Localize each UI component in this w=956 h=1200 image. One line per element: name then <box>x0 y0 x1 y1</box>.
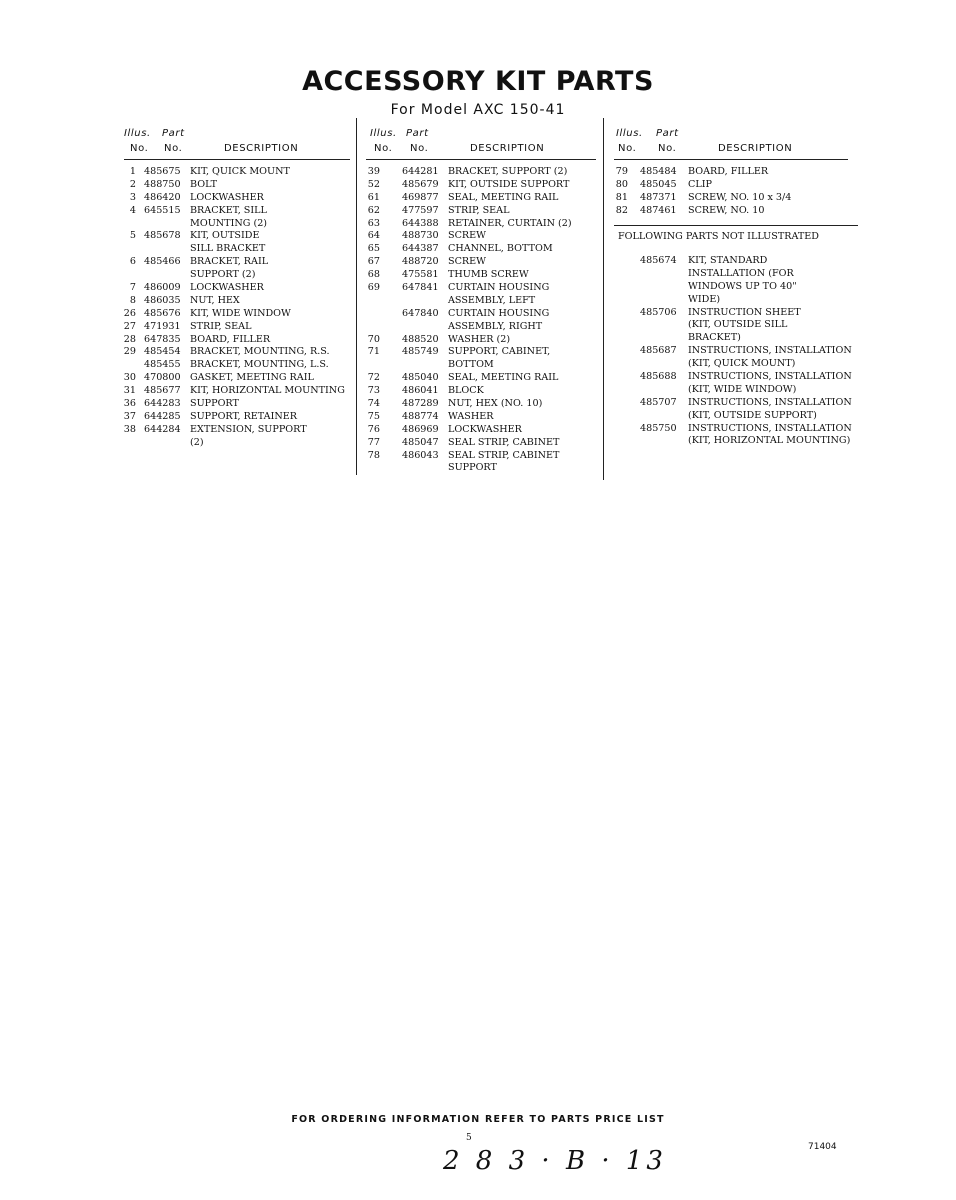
parts-row <box>362 308 596 321</box>
header-rule <box>614 159 848 160</box>
not-illustrated-row <box>610 268 860 281</box>
column-divider <box>603 118 604 480</box>
part-description: INSTALLATION (FOR <box>688 267 794 279</box>
parts-row <box>118 385 350 398</box>
part-number: 470800 <box>144 372 181 384</box>
part-description: BRACKET, SUPPORT (2) <box>448 166 568 177</box>
part-description: STRIP, SEAL <box>448 204 510 216</box>
part-number: 645515 <box>144 204 181 216</box>
part-number: 644285 <box>144 410 181 422</box>
not-illustrated-row <box>610 281 860 294</box>
header-illus-no: No. <box>618 143 637 154</box>
illus-number: 4 <box>129 204 136 216</box>
part-number: 486041 <box>402 385 439 397</box>
part-number: 644388 <box>402 217 439 229</box>
part-description: SEAL, MEETING RAIL <box>448 191 559 203</box>
part-number: 486969 <box>402 423 439 435</box>
not-illustrated-row <box>610 345 860 358</box>
part-description: SEAL, MEETING RAIL <box>448 372 559 384</box>
part-description: GASKET, MEETING RAIL <box>190 372 314 384</box>
part-number: 485706 <box>640 306 677 318</box>
part-description: BOARD, FILLER <box>688 166 769 177</box>
part-number: 485679 <box>402 178 439 190</box>
parts-list <box>118 160 350 450</box>
part-number: 485707 <box>640 396 677 408</box>
parts-row <box>610 192 860 205</box>
part-number: 488720 <box>402 256 439 268</box>
part-number: 485455 <box>144 359 181 371</box>
not-illustrated-row <box>610 435 860 448</box>
parts-row <box>362 450 596 463</box>
parts-row <box>362 295 596 308</box>
illus-number: 63 <box>367 217 380 229</box>
part-number: 485045 <box>640 178 677 190</box>
part-description: KIT, STANDARD <box>688 255 768 266</box>
header-illus: Illus. <box>370 128 397 139</box>
part-description: THUMB SCREW <box>448 269 529 281</box>
part-number: 469877 <box>402 191 439 203</box>
part-description: KIT, WIDE WINDOW <box>190 307 291 319</box>
illus-number: 8 <box>129 294 136 306</box>
not-illustrated-row <box>610 397 860 410</box>
part-description: INSTRUCTIONS, INSTALLATION <box>688 371 852 383</box>
part-number: 647840 <box>402 307 439 319</box>
parts-row <box>610 179 860 192</box>
parts-row <box>362 437 596 450</box>
parts-row <box>118 334 350 347</box>
part-description: INSTRUCTIONS, INSTALLATION <box>688 396 852 408</box>
parts-list <box>362 160 596 475</box>
part-description: KIT, HORIZONTAL MOUNTING <box>190 385 345 397</box>
illus-number: 62 <box>367 204 380 216</box>
parts-row <box>118 192 350 205</box>
part-description: BOLT <box>190 178 218 190</box>
not-illustrated-row <box>610 307 860 320</box>
illus-number: 1 <box>129 166 136 177</box>
parts-row <box>362 411 596 424</box>
part-description: SEAL STRIP, CABINET <box>448 449 560 461</box>
header-part-no: No. <box>658 143 677 154</box>
parts-row <box>118 295 350 308</box>
part-description: INSTRUCTION SHEET <box>688 306 801 318</box>
not-illustrated-row <box>610 332 860 345</box>
part-description: BRACKET, SILL <box>190 204 267 216</box>
illus-number: 37 <box>123 410 136 422</box>
parts-row <box>362 256 596 269</box>
not-illustrated-list <box>610 255 860 448</box>
part-description: (KIT, OUTSIDE SILL <box>688 319 788 331</box>
part-number: 488730 <box>402 230 439 242</box>
parts-row <box>362 359 596 372</box>
illus-number: 79 <box>615 166 628 177</box>
illus-number: 7 <box>129 282 136 294</box>
part-description: SILL BRACKET <box>190 243 266 255</box>
part-description: (KIT, OUTSIDE SUPPORT) <box>688 409 817 421</box>
form-code: 71404 <box>808 1142 837 1152</box>
part-number: 477597 <box>402 204 439 216</box>
parts-row <box>118 205 350 218</box>
header-rule <box>366 159 596 160</box>
part-description: SCREW, NO. 10 x 3/4 <box>688 191 792 203</box>
part-number: 485676 <box>144 307 181 319</box>
part-description: BOTTOM <box>448 359 494 371</box>
part-number: 485466 <box>144 256 181 268</box>
part-description: SCREW, NO. 10 <box>688 204 765 216</box>
parts-row <box>118 166 350 179</box>
part-description: KIT, OUTSIDE SUPPORT <box>448 178 570 190</box>
part-description: SUPPORT, RETAINER <box>190 410 298 422</box>
parts-row <box>118 243 350 256</box>
part-description: BRACKET) <box>688 332 741 344</box>
parts-row <box>362 243 596 256</box>
part-description: BRACKET, RAIL <box>190 256 269 268</box>
column-header <box>118 126 350 160</box>
illus-number: 81 <box>615 191 628 203</box>
part-description: STRIP, SEAL <box>190 320 252 332</box>
not-illustrated-row <box>610 294 860 307</box>
part-number: 647841 <box>402 282 439 294</box>
part-number: 487461 <box>640 204 677 216</box>
parts-row <box>362 179 596 192</box>
column-divider <box>356 118 357 475</box>
not-illustrated-row <box>610 319 860 332</box>
part-description: MOUNTING (2) <box>190 217 268 229</box>
header-illus-no: No. <box>374 143 393 154</box>
part-description: NUT, HEX (NO. 10) <box>448 398 543 410</box>
header-description: DESCRIPTION <box>718 143 793 154</box>
header-illus: Illus. <box>124 128 151 139</box>
parts-column-2 <box>362 126 596 475</box>
part-description: EXTENSION, SUPPORT <box>190 423 307 435</box>
illus-number: 6 <box>129 256 136 268</box>
part-description: RETAINER, CURTAIN (2) <box>448 217 572 229</box>
part-description: SEAL STRIP, CABINET <box>448 436 560 448</box>
illus-number: 26 <box>123 307 136 319</box>
page-number: 5 <box>466 1133 472 1143</box>
part-description: CLIP <box>688 178 712 190</box>
part-description: ASSEMBLY, LEFT <box>448 294 536 306</box>
part-description: SCREW <box>448 230 487 242</box>
part-description: WASHER <box>448 410 494 422</box>
header-rule <box>124 159 350 160</box>
part-number: 486035 <box>144 294 181 306</box>
page-subtitle: For Model AXC 150-41 <box>390 102 566 118</box>
header-part: Part <box>406 128 429 139</box>
part-number: 485047 <box>402 436 439 448</box>
illus-number: 64 <box>367 230 380 242</box>
not-illustrated-row <box>610 410 860 423</box>
illus-number: 29 <box>123 346 136 358</box>
part-number: 487371 <box>640 191 677 203</box>
part-description: SUPPORT, CABINET, <box>448 346 551 358</box>
parts-row <box>362 346 596 359</box>
part-description: LOCKWASHER <box>448 423 522 435</box>
part-number: 485675 <box>144 166 181 177</box>
parts-row <box>118 359 350 372</box>
part-description: CHANNEL, BOTTOM <box>448 243 553 255</box>
part-description: BRACKET, MOUNTING, R.S. <box>190 346 330 358</box>
part-number: 644387 <box>402 243 439 255</box>
part-description: INSTRUCTIONS, INSTALLATION <box>688 422 852 434</box>
part-description: LOCKWASHER <box>190 191 264 203</box>
ordering-footer: FOR ORDERING INFORMATION REFER TO PARTS PRICE LIST <box>291 1114 665 1125</box>
not-illustrated-row <box>610 423 860 436</box>
part-number: 485688 <box>640 371 677 383</box>
parts-row <box>118 372 350 385</box>
illus-number: 27 <box>123 320 136 332</box>
header-illus: Illus. <box>616 128 643 139</box>
part-number: 471931 <box>144 320 181 332</box>
part-description: KIT, OUTSIDE <box>190 230 260 242</box>
part-number: 488750 <box>144 178 181 190</box>
part-description: NUT, HEX <box>190 294 240 306</box>
illus-number: 82 <box>615 204 628 216</box>
header-part-no: No. <box>410 143 429 154</box>
part-number: 475581 <box>402 269 439 281</box>
parts-row <box>362 385 596 398</box>
part-number: 485678 <box>144 230 181 242</box>
illus-number: 67 <box>367 256 380 268</box>
part-description: WIDE) <box>688 293 721 305</box>
handwritten-note: 2 8 3 · B · 13 <box>443 1146 667 1176</box>
header-description: DESCRIPTION <box>224 143 299 154</box>
parts-row <box>610 205 860 218</box>
part-description: LOCKWASHER <box>190 282 264 294</box>
illus-number: 31 <box>123 385 136 397</box>
part-description: ASSEMBLY, RIGHT <box>448 320 543 332</box>
part-description: KIT, QUICK MOUNT <box>190 166 290 177</box>
part-number: 485687 <box>640 345 677 357</box>
illus-number: 73 <box>367 385 380 397</box>
illus-number: 76 <box>367 423 380 435</box>
part-description: SUPPORT <box>190 398 239 410</box>
header-part-no: No. <box>164 143 183 154</box>
parts-row <box>362 192 596 205</box>
part-description: CURTAIN HOUSING <box>448 282 550 294</box>
part-description: WASHER (2) <box>448 333 511 345</box>
part-number: 486420 <box>144 191 181 203</box>
illus-number: 72 <box>367 372 380 384</box>
parts-column-3 <box>610 126 860 447</box>
parts-row <box>610 166 860 179</box>
part-number: 486043 <box>402 449 439 461</box>
header-illus-no: No. <box>130 143 149 154</box>
illus-number: 30 <box>123 372 136 384</box>
part-description: BLOCK <box>448 385 484 397</box>
illus-number: 69 <box>367 282 380 294</box>
part-description: WINDOWS UP TO 40" <box>688 280 797 292</box>
parts-row <box>362 166 596 179</box>
parts-row <box>362 218 596 231</box>
parts-row <box>362 334 596 347</box>
not-illustrated-row <box>610 371 860 384</box>
parts-column-1 <box>118 126 350 450</box>
part-number: 488520 <box>402 333 439 345</box>
illus-number: 61 <box>367 191 380 203</box>
illus-number: 70 <box>367 333 380 345</box>
illus-number: 5 <box>129 230 136 242</box>
header-description: DESCRIPTION <box>470 143 545 154</box>
part-number: 485674 <box>640 255 677 266</box>
parts-row <box>118 269 350 282</box>
parts-row <box>362 462 596 475</box>
illus-number: 3 <box>129 191 136 203</box>
parts-row <box>362 321 596 334</box>
parts-row <box>362 398 596 411</box>
part-number: 644284 <box>144 423 181 435</box>
part-number: 485454 <box>144 346 181 358</box>
part-number: 647835 <box>144 333 181 345</box>
part-number: 485750 <box>640 422 677 434</box>
part-number: 644281 <box>402 166 439 177</box>
part-description: (2) <box>190 436 204 448</box>
part-description: INSTRUCTIONS, INSTALLATION <box>688 345 852 357</box>
part-number: 486009 <box>144 282 181 294</box>
parts-row <box>118 321 350 334</box>
not-illustrated-row <box>610 358 860 371</box>
illus-number: 68 <box>367 269 380 281</box>
part-number: 485677 <box>144 385 181 397</box>
column-header <box>362 126 596 160</box>
part-description: SCREW <box>448 256 487 268</box>
parts-row <box>118 424 350 437</box>
header-part: Part <box>656 128 679 139</box>
part-number: 487289 <box>402 398 439 410</box>
not-illustrated-heading: FOLLOWING PARTS NOT ILLUSTRATED <box>618 231 819 242</box>
section-rule <box>614 225 858 226</box>
part-description: SUPPORT <box>448 462 497 474</box>
illus-number: 77 <box>367 436 380 448</box>
part-description: (KIT, WIDE WINDOW) <box>688 383 797 395</box>
page-title: ACCESSORY KIT PARTS <box>302 66 654 97</box>
illus-number: 39 <box>367 166 380 177</box>
parts-row <box>362 282 596 295</box>
parts-row <box>362 205 596 218</box>
parts-row <box>118 437 350 450</box>
illus-number: 75 <box>367 410 380 422</box>
illus-number: 38 <box>123 423 136 435</box>
parts-row <box>362 230 596 243</box>
illus-number: 28 <box>123 333 136 345</box>
parts-row <box>118 411 350 424</box>
part-description: (KIT, QUICK MOUNT) <box>688 358 796 370</box>
parts-row <box>362 424 596 437</box>
parts-row <box>118 230 350 243</box>
part-description: CURTAIN HOUSING <box>448 307 550 319</box>
part-number: 485040 <box>402 372 439 384</box>
part-description: (KIT, HORIZONTAL MOUNTING) <box>688 435 851 447</box>
part-description: SUPPORT (2) <box>190 269 256 281</box>
illus-number: 52 <box>367 178 380 190</box>
parts-row <box>118 218 350 231</box>
illus-number: 78 <box>367 449 380 461</box>
parts-row <box>362 372 596 385</box>
parts-row <box>118 308 350 321</box>
not-illustrated-row <box>610 255 860 268</box>
illus-number: 36 <box>123 398 136 410</box>
part-description: BRACKET, MOUNTING, L.S. <box>190 359 329 371</box>
illus-number: 2 <box>129 178 136 190</box>
parts-row <box>118 398 350 411</box>
part-description: BOARD, FILLER <box>190 333 271 345</box>
part-number: 644283 <box>144 398 181 410</box>
illus-number: 71 <box>367 346 380 358</box>
header-part: Part <box>162 128 185 139</box>
column-header <box>610 126 860 160</box>
illus-number: 65 <box>367 243 380 255</box>
parts-row <box>118 346 350 359</box>
part-number: 485484 <box>640 166 677 177</box>
illus-number: 80 <box>615 178 628 190</box>
parts-row <box>118 282 350 295</box>
not-illustrated-row <box>610 384 860 397</box>
part-number: 488774 <box>402 410 439 422</box>
parts-row <box>118 256 350 269</box>
illus-number: 74 <box>367 398 380 410</box>
parts-list <box>610 160 860 218</box>
parts-row <box>118 179 350 192</box>
part-number: 485749 <box>402 346 439 358</box>
parts-row <box>362 269 596 282</box>
